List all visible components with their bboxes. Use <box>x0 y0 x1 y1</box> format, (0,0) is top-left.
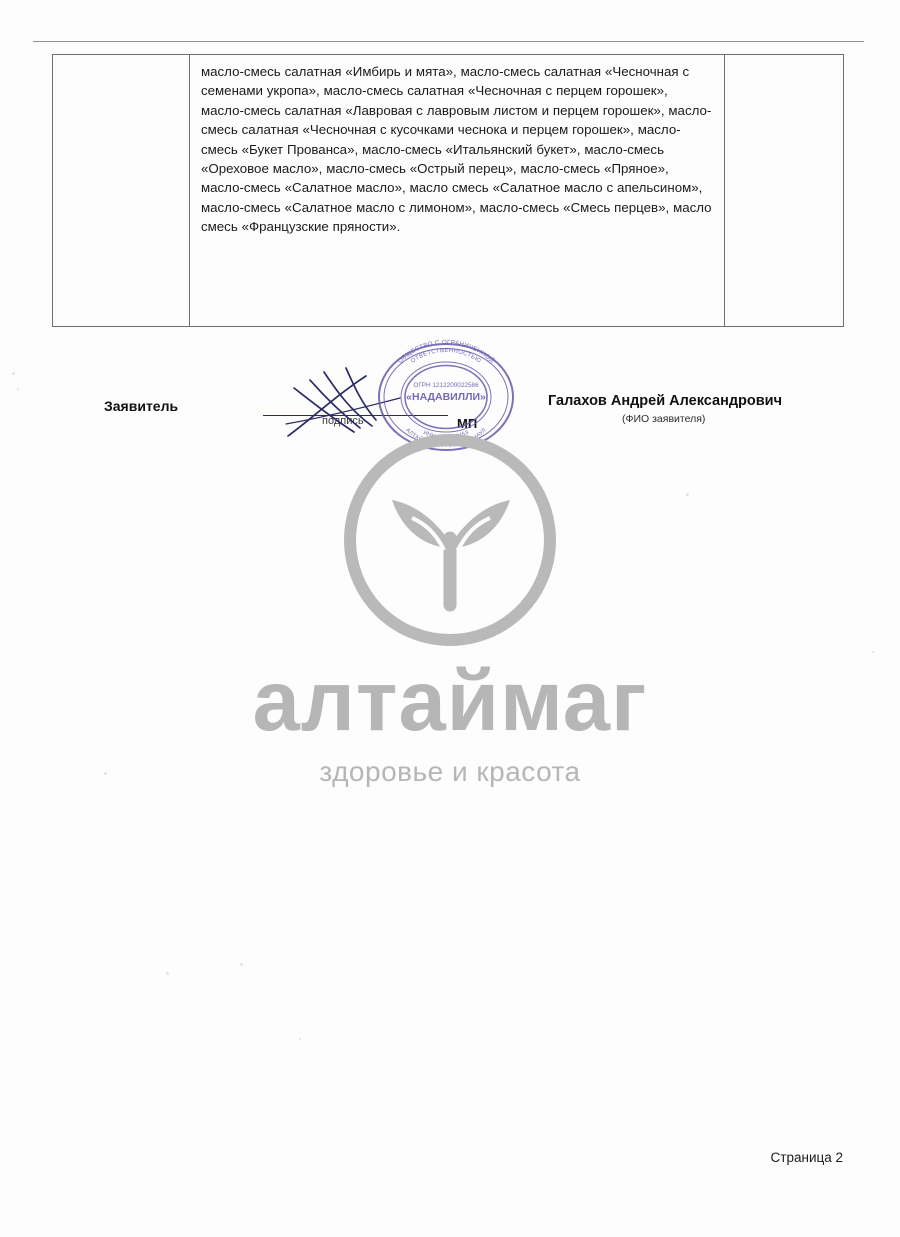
products-table <box>52 54 844 327</box>
stamp-text-center: «НАДАВИЛЛИ» <box>406 391 486 403</box>
scan-speck <box>104 772 107 775</box>
applicant-name: Галахов Андрей Александрович <box>548 393 783 409</box>
page-number: Страница 2 <box>770 1150 843 1165</box>
scan-speck <box>686 493 689 496</box>
page-top-rule <box>33 41 864 42</box>
watermark-title: алтаймаг <box>252 654 648 749</box>
stamp-text-ogrn: ОГРН 1212200022586 <box>413 382 479 389</box>
stamp-text-inn: ИНН 2225203453 <box>422 429 470 442</box>
scan-speck <box>12 372 15 375</box>
watermark-subtitle: здоровье и красота <box>319 756 581 787</box>
scan-speck <box>166 972 169 975</box>
stamp-text-bottom: АЛТАЙСКИЙ КРАЙ, Г. БАРНАУЛ <box>404 427 488 450</box>
signature-caption: подпись <box>322 415 364 427</box>
svg-text:ОТВЕТСТВЕННОСТЬЮ <box>410 348 482 365</box>
table-cell-products <box>190 55 725 326</box>
scan-speck <box>872 651 874 653</box>
stamp-text-top: ОТВЕТСТВЕННОСТЬЮ <box>410 347 482 365</box>
scan-speck <box>299 1038 301 1040</box>
applicant-name-caption: (ФИО заявителя) <box>622 413 706 425</box>
signature-block <box>0 380 900 440</box>
table-cell-left-empty <box>53 55 190 326</box>
watermark <box>0 430 900 788</box>
table-cell-right-empty <box>725 55 843 326</box>
stamp-text-upper: ОБЩЕСТВО С ОГРАНИЧЕННОЙ <box>396 339 496 365</box>
table-cell-products-text: масло-смесь салатная «Имбирь и мята», масло-смесь салатная «Чесночная с семенами укропа», масло-смесь салатная «Чесночная с перцем горошек», масло-смесь салатная «Лавровая с лавровым листом и перцем горошек», масло-смесь салатная «Чесночная с кусочками чеснока и перцем горошек», масло-смесь «Букет Прованса», масло-смесь «Итальянский букет», масло-смесь «Ореховое масло», масло-смесь «Острый перец», масло-смесь «Пряное», масло-смесь «Салатное масло», масло смесь «Салатное масло с апельсином», масло-смесь «Салатное масло с лимоном», масло-смесь «Смесь перцев», масло смесь «Французские пряности». <box>201 64 712 235</box>
brand-logo-icon <box>340 430 560 650</box>
seal-label: МП <box>457 416 478 431</box>
applicant-label: Заявитель <box>104 398 179 414</box>
svg-text:ОБЩЕСТВО С ОГРАНИЧЕННОЙ <box>397 339 496 365</box>
scan-speck <box>240 963 243 966</box>
